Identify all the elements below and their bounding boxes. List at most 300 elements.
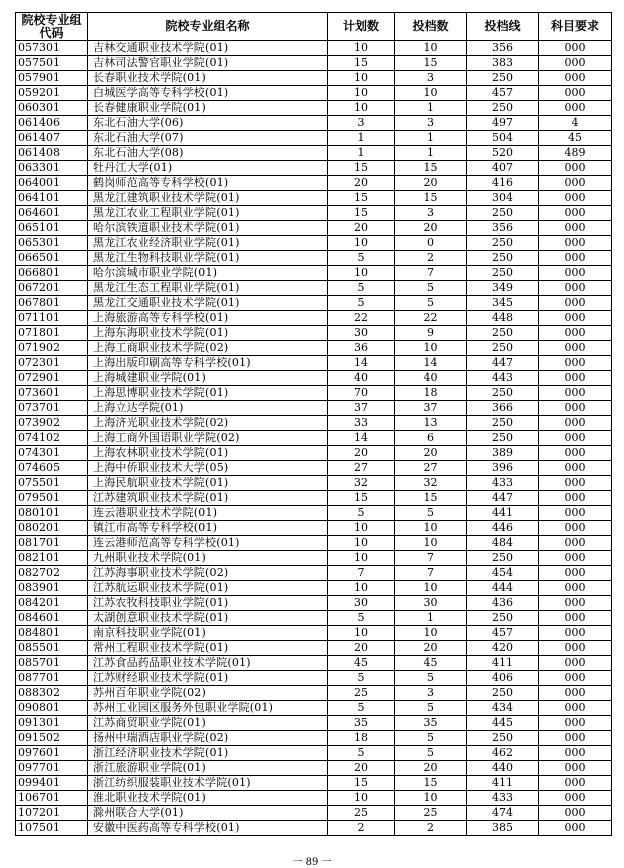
group-name-cell: 江苏农牧科技职业学院(01) (88, 596, 328, 611)
table-row (16, 536, 612, 551)
subject-requirement-cell: 000 (539, 311, 612, 326)
table-row (16, 491, 612, 506)
group-name-cell: 浙江纺织服装职业技术学院(01) (88, 776, 328, 791)
group-name-cell: 浙江经济职业技术学院(01) (88, 746, 328, 761)
table-row (16, 686, 612, 701)
plan-count-cell: 10 (328, 266, 395, 281)
plan-count-cell: 33 (328, 416, 395, 431)
group-name-cell: 常州工程职业技术学院(01) (88, 641, 328, 656)
plan-count-cell: 27 (328, 461, 395, 476)
group-code-cell: 071902 (16, 341, 88, 356)
table-row (16, 671, 612, 686)
subject-requirement-cell: 000 (539, 746, 612, 761)
group-code-cell: 061408 (16, 146, 88, 161)
plan-count-cell: 10 (328, 101, 395, 116)
subject-requirement-cell: 000 (539, 161, 612, 176)
subject-requirement-cell: 000 (539, 221, 612, 236)
group-code-cell: 057901 (16, 71, 88, 86)
subject-requirement-cell: 000 (539, 371, 612, 386)
group-code-cell: 065301 (16, 236, 88, 251)
plan-count-cell: 25 (328, 806, 395, 821)
toudang-count-cell: 30 (395, 596, 467, 611)
toudang-line-cell: 497 (467, 116, 539, 131)
toudang-line-cell: 433 (467, 791, 539, 806)
group-name-cell: 东北石油大学(08) (88, 146, 328, 161)
plan-count-cell: 20 (328, 176, 395, 191)
table-row (16, 116, 612, 131)
group-code-cell: 091301 (16, 716, 88, 731)
table-row (16, 776, 612, 791)
group-name-cell: 东北石油大学(07) (88, 131, 328, 146)
subject-requirement-cell: 000 (539, 596, 612, 611)
table-row (16, 731, 612, 746)
group-name-cell: 长春健康职业学院(01) (88, 101, 328, 116)
subject-requirement-cell: 000 (539, 86, 612, 101)
table-row (16, 206, 612, 221)
group-name-cell: 白城医学高等专科学校(01) (88, 86, 328, 101)
group-code-cell: 107201 (16, 806, 88, 821)
table-row (16, 431, 612, 446)
subject-requirement-cell: 000 (539, 431, 612, 446)
table-row (16, 86, 612, 101)
subject-requirement-cell: 000 (539, 56, 612, 71)
subject-requirement-cell: 000 (539, 506, 612, 521)
group-code-cell: 064601 (16, 206, 88, 221)
group-name-cell: 上海中侨职业技术大学(05) (88, 461, 328, 476)
group-name-cell: 江苏财经职业技术学院(01) (88, 671, 328, 686)
group-code-cell: 084601 (16, 611, 88, 626)
toudang-count-cell: 7 (395, 266, 467, 281)
group-name-cell: 扬州中瑞酒店职业学院(02) (88, 731, 328, 746)
group-name-cell: 江苏食品药品职业技术学院(01) (88, 656, 328, 671)
toudang-line-cell: 474 (467, 806, 539, 821)
plan-count-cell: 32 (328, 476, 395, 491)
group-code-cell: 073701 (16, 401, 88, 416)
toudang-line-cell: 457 (467, 86, 539, 101)
group-name-cell: 上海思博职业技术学院(01) (88, 386, 328, 401)
plan-count-cell: 14 (328, 431, 395, 446)
admission-table-sheet (15, 12, 611, 836)
table-row (16, 296, 612, 311)
subject-requirement-cell: 000 (539, 581, 612, 596)
toudang-count-cell: 10 (395, 626, 467, 641)
toudang-line-cell: 356 (467, 221, 539, 236)
toudang-count-cell: 18 (395, 386, 467, 401)
group-code-cell: 082101 (16, 551, 88, 566)
toudang-count-cell: 25 (395, 806, 467, 821)
subject-requirement-cell: 000 (539, 671, 612, 686)
subject-requirement-cell: 000 (539, 176, 612, 191)
plan-count-cell: 30 (328, 326, 395, 341)
subject-requirement-cell: 000 (539, 761, 612, 776)
group-name-cell: 南京科技职业学院(01) (88, 626, 328, 641)
table-row (16, 806, 612, 821)
subject-requirement-cell: 000 (539, 41, 612, 56)
toudang-line-cell: 250 (467, 731, 539, 746)
toudang-line-cell: 440 (467, 761, 539, 776)
plan-count-cell: 22 (328, 311, 395, 326)
toudang-line-cell: 250 (467, 686, 539, 701)
plan-count-cell: 5 (328, 671, 395, 686)
table-row (16, 416, 612, 431)
toudang-count-cell: 10 (395, 41, 467, 56)
toudang-count-cell: 5 (395, 671, 467, 686)
plan-count-cell: 20 (328, 641, 395, 656)
table-row (16, 101, 612, 116)
plan-count-cell: 10 (328, 71, 395, 86)
subject-requirement-cell: 000 (539, 791, 612, 806)
toudang-line-cell: 356 (467, 41, 539, 56)
toudang-count-cell: 20 (395, 221, 467, 236)
group-name-cell: 黑龙江交通职业技术学院(01) (88, 296, 328, 311)
table-row (16, 41, 612, 56)
table-row (16, 326, 612, 341)
group-name-cell: 上海工商职业技术学院(02) (88, 341, 328, 356)
header-toudang-count: 投档数 (395, 13, 467, 41)
toudang-count-cell: 15 (395, 191, 467, 206)
plan-count-cell: 5 (328, 701, 395, 716)
plan-count-cell: 15 (328, 206, 395, 221)
toudang-line-cell: 457 (467, 626, 539, 641)
toudang-count-cell: 20 (395, 176, 467, 191)
plan-count-cell: 7 (328, 566, 395, 581)
group-name-cell: 黑龙江农业工程职业学院(01) (88, 206, 328, 221)
toudang-count-cell: 27 (395, 461, 467, 476)
toudang-line-cell: 447 (467, 491, 539, 506)
group-name-cell: 黑龙江建筑职业技术学院(01) (88, 191, 328, 206)
table-row (16, 581, 612, 596)
group-code-cell: 088302 (16, 686, 88, 701)
plan-count-cell: 10 (328, 791, 395, 806)
toudang-line-cell: 349 (467, 281, 539, 296)
plan-count-cell: 14 (328, 356, 395, 371)
toudang-count-cell: 1 (395, 101, 467, 116)
plan-count-cell: 10 (328, 536, 395, 551)
subject-requirement-cell: 000 (539, 686, 612, 701)
toudang-line-cell: 250 (467, 251, 539, 266)
group-code-cell: 080201 (16, 521, 88, 536)
plan-count-cell: 10 (328, 521, 395, 536)
toudang-count-cell: 5 (395, 731, 467, 746)
toudang-count-cell: 20 (395, 446, 467, 461)
group-name-cell: 上海东海职业技术学院(01) (88, 326, 328, 341)
subject-requirement-cell: 000 (539, 326, 612, 341)
table-row (16, 821, 612, 836)
plan-count-cell: 15 (328, 776, 395, 791)
group-code-cell: 085501 (16, 641, 88, 656)
group-name-cell: 黑龙江生态工程职业学院(01) (88, 281, 328, 296)
subject-requirement-cell: 000 (539, 476, 612, 491)
plan-count-cell: 25 (328, 686, 395, 701)
subject-requirement-cell: 000 (539, 701, 612, 716)
plan-count-cell: 10 (328, 581, 395, 596)
group-name-cell: 苏州工业园区服务外包职业学院(01) (88, 701, 328, 716)
group-name-cell: 黑龙江生物科技职业学院(01) (88, 251, 328, 266)
table-row (16, 221, 612, 236)
table-row (16, 401, 612, 416)
toudang-count-cell: 32 (395, 476, 467, 491)
toudang-count-cell: 9 (395, 326, 467, 341)
group-code-cell: 057301 (16, 41, 88, 56)
subject-requirement-cell: 000 (539, 641, 612, 656)
table-row (16, 461, 612, 476)
toudang-line-cell: 250 (467, 611, 539, 626)
toudang-count-cell: 22 (395, 311, 467, 326)
group-code-cell: 073601 (16, 386, 88, 401)
toudang-line-cell: 250 (467, 551, 539, 566)
toudang-count-cell: 14 (395, 356, 467, 371)
toudang-count-cell: 3 (395, 206, 467, 221)
table-body (16, 41, 612, 836)
group-code-cell: 091502 (16, 731, 88, 746)
group-code-cell: 083901 (16, 581, 88, 596)
group-name-cell: 安徽中医药高等专科学校(01) (88, 821, 328, 836)
plan-count-cell: 2 (328, 821, 395, 836)
toudang-count-cell: 13 (395, 416, 467, 431)
subject-requirement-cell: 000 (539, 821, 612, 836)
plan-count-cell: 30 (328, 596, 395, 611)
plan-count-cell: 5 (328, 746, 395, 761)
plan-count-cell: 15 (328, 491, 395, 506)
subject-requirement-cell: 000 (539, 341, 612, 356)
toudang-count-cell: 10 (395, 791, 467, 806)
table-row (16, 251, 612, 266)
toudang-line-cell: 433 (467, 476, 539, 491)
plan-count-cell: 36 (328, 341, 395, 356)
subject-requirement-cell: 489 (539, 146, 612, 161)
table-row (16, 641, 612, 656)
group-name-cell: 东北石油大学(06) (88, 116, 328, 131)
subject-requirement-cell: 000 (539, 251, 612, 266)
toudang-line-cell: 504 (467, 131, 539, 146)
table-row (16, 746, 612, 761)
toudang-count-cell: 7 (395, 551, 467, 566)
toudang-line-cell: 448 (467, 311, 539, 326)
toudang-line-cell: 407 (467, 161, 539, 176)
toudang-line-cell: 383 (467, 56, 539, 71)
subject-requirement-cell: 000 (539, 416, 612, 431)
subject-requirement-cell: 000 (539, 731, 612, 746)
group-code-cell: 066801 (16, 266, 88, 281)
table-row (16, 371, 612, 386)
group-code-cell: 064001 (16, 176, 88, 191)
toudang-line-cell: 250 (467, 416, 539, 431)
group-code-cell: 073902 (16, 416, 88, 431)
group-code-cell: 097701 (16, 761, 88, 776)
toudang-count-cell: 35 (395, 716, 467, 731)
group-code-cell: 099401 (16, 776, 88, 791)
toudang-count-cell: 10 (395, 86, 467, 101)
toudang-line-cell: 250 (467, 101, 539, 116)
plan-count-cell: 18 (328, 731, 395, 746)
subject-requirement-cell: 000 (539, 401, 612, 416)
table-row (16, 356, 612, 371)
group-name-cell: 吉林交通职业技术学院(01) (88, 41, 328, 56)
toudang-line-cell: 385 (467, 821, 539, 836)
toudang-count-cell: 1 (395, 611, 467, 626)
table-row (16, 611, 612, 626)
group-code-cell: 081701 (16, 536, 88, 551)
table-row (16, 521, 612, 536)
group-code-cell: 075501 (16, 476, 88, 491)
subject-requirement-cell: 000 (539, 356, 612, 371)
plan-count-cell: 5 (328, 296, 395, 311)
group-code-cell: 059201 (16, 86, 88, 101)
table-row (16, 266, 612, 281)
group-code-cell: 079501 (16, 491, 88, 506)
table-row (16, 341, 612, 356)
header-group-code: 院校专业组代码 (16, 13, 88, 41)
group-name-cell: 江苏航运职业技术学院(01) (88, 581, 328, 596)
group-name-cell: 上海旅游高等专科学校(01) (88, 311, 328, 326)
group-name-cell: 苏州百年职业学院(02) (88, 686, 328, 701)
group-name-cell: 吉林司法警官职业学院(01) (88, 56, 328, 71)
group-name-cell: 哈尔滨铁道职业技术学院(01) (88, 221, 328, 236)
table-row (16, 236, 612, 251)
toudang-line-cell: 250 (467, 266, 539, 281)
table-row (16, 476, 612, 491)
toudang-line-cell: 416 (467, 176, 539, 191)
toudang-count-cell: 6 (395, 431, 467, 446)
toudang-line-cell: 436 (467, 596, 539, 611)
group-code-cell: 074301 (16, 446, 88, 461)
toudang-line-cell: 444 (467, 581, 539, 596)
group-code-cell: 071101 (16, 311, 88, 326)
group-name-cell: 连云港师范高等专科学校(01) (88, 536, 328, 551)
header-group-name: 院校专业组名称 (88, 13, 328, 41)
toudang-line-cell: 304 (467, 191, 539, 206)
plan-count-cell: 5 (328, 506, 395, 521)
toudang-count-cell: 10 (395, 521, 467, 536)
group-name-cell: 鹤岗师范高等专科学校(01) (88, 176, 328, 191)
group-code-cell: 084801 (16, 626, 88, 641)
admission-table (15, 12, 612, 836)
toudang-count-cell: 15 (395, 56, 467, 71)
table-row (16, 191, 612, 206)
subject-requirement-cell: 4 (539, 116, 612, 131)
subject-requirement-cell: 000 (539, 281, 612, 296)
table-row (16, 596, 612, 611)
group-code-cell: 057501 (16, 56, 88, 71)
group-name-cell: 淮北职业技术学院(01) (88, 791, 328, 806)
toudang-line-cell: 389 (467, 446, 539, 461)
group-name-cell: 哈尔滨城市职业学院(01) (88, 266, 328, 281)
group-code-cell: 061407 (16, 131, 88, 146)
group-code-cell: 064101 (16, 191, 88, 206)
group-name-cell: 太湖创意职业技术学院(01) (88, 611, 328, 626)
group-code-cell: 061406 (16, 116, 88, 131)
plan-count-cell: 10 (328, 626, 395, 641)
group-code-cell: 066501 (16, 251, 88, 266)
group-name-cell: 上海工商外国语职业学院(02) (88, 431, 328, 446)
group-name-cell: 上海出版印刷高等专科学校(01) (88, 356, 328, 371)
toudang-count-cell: 40 (395, 371, 467, 386)
table-row (16, 131, 612, 146)
plan-count-cell: 10 (328, 551, 395, 566)
plan-count-cell: 5 (328, 611, 395, 626)
toudang-count-cell: 15 (395, 161, 467, 176)
toudang-count-cell: 5 (395, 746, 467, 761)
table-row (16, 551, 612, 566)
table-row (16, 626, 612, 641)
group-code-cell: 082702 (16, 566, 88, 581)
subject-requirement-cell: 000 (539, 806, 612, 821)
group-name-cell: 镇江市高等专科学校(01) (88, 521, 328, 536)
table-row (16, 446, 612, 461)
toudang-count-cell: 5 (395, 281, 467, 296)
plan-count-cell: 70 (328, 386, 395, 401)
toudang-count-cell: 5 (395, 296, 467, 311)
table-row (16, 761, 612, 776)
subject-requirement-cell: 000 (539, 656, 612, 671)
toudang-count-cell: 10 (395, 536, 467, 551)
group-name-cell: 黑龙江农业经济职业学院(01) (88, 236, 328, 251)
group-code-cell: 107501 (16, 821, 88, 836)
header-plan-count: 计划数 (328, 13, 395, 41)
subject-requirement-cell: 000 (539, 566, 612, 581)
plan-count-cell: 20 (328, 221, 395, 236)
group-name-cell: 滁州联合大学(01) (88, 806, 328, 821)
group-name-cell: 江苏海事职业技术学院(02) (88, 566, 328, 581)
plan-count-cell: 37 (328, 401, 395, 416)
subject-requirement-cell: 000 (539, 236, 612, 251)
table-row (16, 281, 612, 296)
plan-count-cell: 20 (328, 761, 395, 776)
plan-count-cell: 1 (328, 146, 395, 161)
group-code-cell: 084201 (16, 596, 88, 611)
plan-count-cell: 1 (328, 131, 395, 146)
subject-requirement-cell: 000 (539, 101, 612, 116)
table-row (16, 56, 612, 71)
group-name-cell: 连云港职业技术学院(01) (88, 506, 328, 521)
toudang-line-cell: 411 (467, 656, 539, 671)
toudang-count-cell: 1 (395, 131, 467, 146)
group-code-cell: 067201 (16, 281, 88, 296)
table-row (16, 701, 612, 716)
group-name-cell: 九州职业技术学院(01) (88, 551, 328, 566)
group-code-cell: 072901 (16, 371, 88, 386)
toudang-count-cell: 10 (395, 341, 467, 356)
table-row (16, 566, 612, 581)
subject-requirement-cell: 000 (539, 551, 612, 566)
subject-requirement-cell: 000 (539, 446, 612, 461)
toudang-line-cell: 454 (467, 566, 539, 581)
group-code-cell: 072301 (16, 356, 88, 371)
plan-count-cell: 40 (328, 371, 395, 386)
group-code-cell: 090801 (16, 701, 88, 716)
toudang-count-cell: 10 (395, 581, 467, 596)
plan-count-cell: 3 (328, 116, 395, 131)
table-row (16, 791, 612, 806)
group-name-cell: 牡丹江大学(01) (88, 161, 328, 176)
group-code-cell: 097601 (16, 746, 88, 761)
toudang-line-cell: 345 (467, 296, 539, 311)
subject-requirement-cell: 000 (539, 386, 612, 401)
toudang-line-cell: 420 (467, 641, 539, 656)
group-code-cell: 085701 (16, 656, 88, 671)
toudang-line-cell: 396 (467, 461, 539, 476)
subject-requirement-cell: 45 (539, 131, 612, 146)
plan-count-cell: 15 (328, 56, 395, 71)
table-row (16, 716, 612, 731)
subject-requirement-cell: 000 (539, 776, 612, 791)
toudang-line-cell: 443 (467, 371, 539, 386)
group-code-cell: 080101 (16, 506, 88, 521)
group-name-cell: 上海城建职业学院(01) (88, 371, 328, 386)
plan-count-cell: 10 (328, 86, 395, 101)
toudang-line-cell: 250 (467, 431, 539, 446)
group-name-cell: 长春职业技术学院(01) (88, 71, 328, 86)
